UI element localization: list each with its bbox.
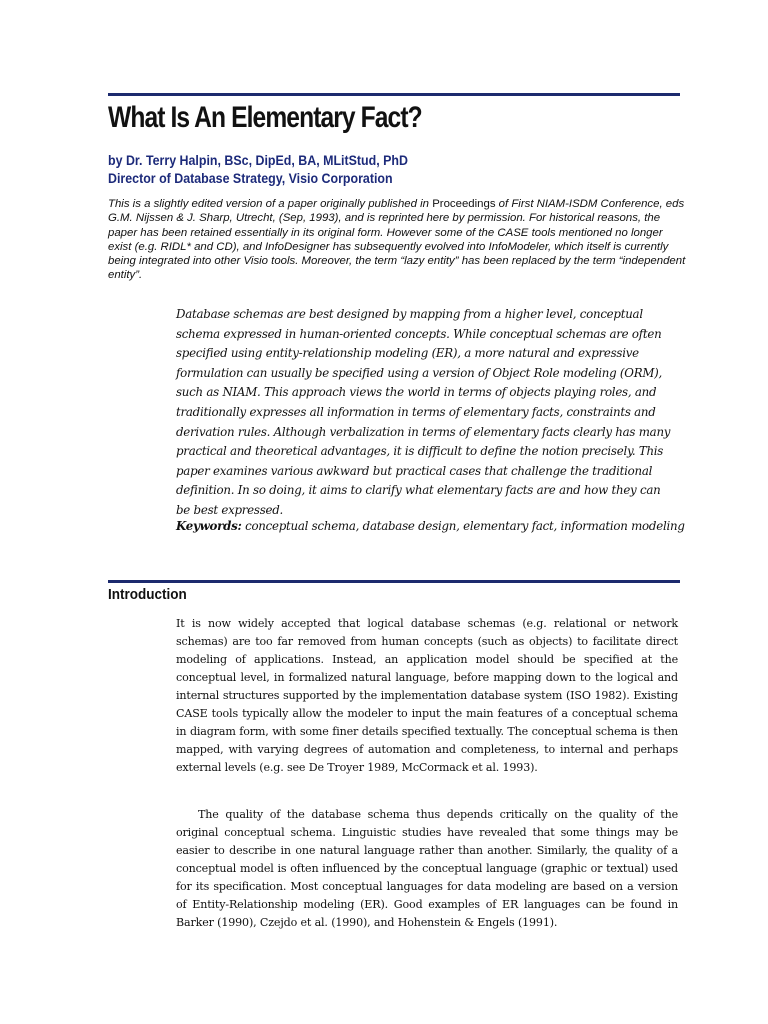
keywords-line	[176, 516, 696, 536]
paper-title: What Is An Elementary Fact?	[108, 101, 422, 134]
section-heading-introduction: Introduction	[108, 586, 187, 603]
editorial-note-part1: This is a slightly edited version of a paper originally published in	[108, 198, 433, 210]
author-block	[108, 152, 408, 188]
keywords-label: Keywords:	[176, 519, 242, 533]
author-name: by Dr. Terry Halpin, BSc, DipEd, BA, MLitStud, PhD	[108, 153, 408, 168]
keywords-text: conceptual schema, database design, elementary fact, information modeling	[241, 519, 685, 533]
introduction-paragraph-1: It is now widely accepted that logical database schemas (e.g. relational or network schemas) are too far removed from human concepts (such as objects) to facilitate direct modeling of applications. Instead, an application model should be specified at the conceptual level, in formalized natural language, before mapping down to the logical and internal structures supported by the implementation database system (ISO 1982). Existing CASE tools typically allow the modeler to input the main features of a conceptual schema in diagram form, with some finer details specified textually. The conceptual schema is then mapped, with varying degrees of automation and completeness, to internal and perhaps external levels (e.g. see De Troyer 1989, McCormack et al. 1993).	[176, 617, 678, 774]
editorial-note	[108, 197, 688, 283]
top-rule	[108, 93, 680, 96]
author-affiliation: Director of Database Strategy, Visio Corporation	[108, 171, 393, 186]
section-rule	[108, 580, 680, 583]
introduction-paragraph-2: The quality of the database schema thus depends critically on the quality of the original conceptual schema. Linguistic studies have revealed that some things may be easier to describe in one natural language rather than another. Similarly, the quality of a conceptual model is often influenced by the conceptual language (graphic or textual) used for its specification. Most conceptual languages for data modeling are based on a version of Entity-Relationship modeling (ER). Good examples of ER languages can be found in Barker (1990), Czejdo et al. (1990), and Hohenstein & Engels (1991).	[176, 808, 678, 929]
abstract: Database schemas are best designed by mapping from a higher level, conceptual schema expressed in human-oriented concepts. While conceptual schemas are often specified using entity-relationship modeling (ER), a more natural and expressive formulation can usually be specified using a version of Object Role modeling (ORM), such as NIAM. This approach views the world in terms of objects playing roles, and traditionally expresses all information in terms of elementary facts, constraints and derivation rules. Although verbalization in terms of elementary facts clearly has many practical and theoretical advantages, it is difficult to define the notion precisely. This paper examines various awkward but practical cases that challenge the traditional definition. In so doing, it aims to clarify what elementary facts are and how they can be best expressed.	[176, 307, 671, 517]
editorial-note-part2: of First NIAM-ISDM Conference, eds G.M. Nijssen & J. Sharp, Utrecht, (Sep, 1993), and is reprinted here by permission. For historical reasons, the paper has been retained essentially in its original form. However some of the CASE tools mentioned no longer exist (e.g. RIDL* and CD), and InfoDesigner has subsequently evolved into InfoModeler, which itself is currently being integrated into other Visio tools. Moreover, the term “lazy entity” has been replaced by the term “independent entity”.	[108, 198, 686, 282]
editorial-note-venue: Proceedings	[432, 198, 496, 210]
